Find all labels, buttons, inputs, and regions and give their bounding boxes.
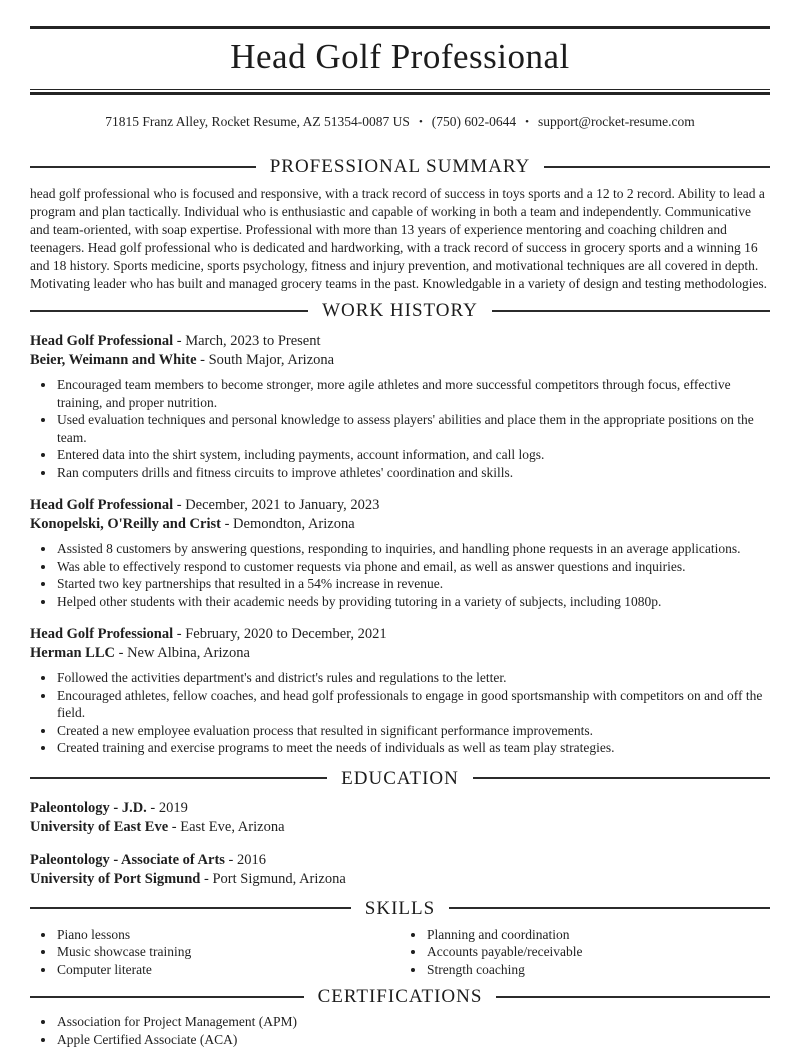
education-year: - 2019 <box>146 799 188 816</box>
certification-item: • Apple Certified Associate (ACA) <box>56 1031 770 1049</box>
job-dates: - December, 2021 to January, 2023 <box>173 497 380 513</box>
job-employer-line <box>30 351 770 370</box>
bullet-item: • Started two key partnerships that resulted in a 54% increase in revenue. <box>56 575 770 593</box>
title-underline-rule <box>30 89 770 95</box>
job-title-line <box>30 332 770 351</box>
job-bullet-list <box>30 376 770 481</box>
bullet-item: • Entered data into the shirt system, including payments, account information, and call logs. <box>56 446 770 464</box>
heading-rule-left <box>30 996 304 998</box>
section-heading-work-history <box>30 299 770 322</box>
bullet-item: • Created a new employee evaluation process that resulted in significant performance improvements. <box>56 722 770 740</box>
bullet-item: • Encouraged athletes, fellow coaches, and head golf professionals to engage in good sportsmanship with competitors on and off the field. <box>56 687 770 722</box>
section-title: CERTIFICATIONS <box>317 986 483 1007</box>
heading-rule-left <box>30 310 308 312</box>
skill-item: • Computer literate <box>56 961 400 979</box>
contact-address: 71815 Franz Alley, Rocket Resume, AZ 51354-0087 US <box>105 114 410 129</box>
contact-separator-dot: • <box>418 116 423 128</box>
education-year: - 2016 <box>224 851 267 868</box>
job-employer-line <box>30 644 770 663</box>
education-degree: Paleontology - J.D. <box>30 799 147 816</box>
section-heading-certifications <box>30 985 770 1008</box>
job-entry <box>30 496 770 610</box>
heading-rule-right <box>492 310 770 312</box>
top-rule <box>30 26 770 29</box>
job-title: Head Golf Professional <box>30 497 174 513</box>
job-title-line <box>30 625 770 644</box>
summary-paragraph: head golf professional who is focused and responsive, with a track record of success in toys sports and a 12 to 2 record. Ability to lead a program and plan tactically. Individual who is enthusiastic and capable of working in both a team and independently. Communicative and team-oriented, with soap expertise. Professional with more than 13 years of experience mentoring and coaching children and teenagers. Head golf professional who is dedicated and hardworking, with a track record of success in grocery sports and a winning 16 and 18 history. Sports medicine, sports psychology, fitness and injury prevention, and motivational techniques are all covered in depth. Motivating leader who has built and managed grocery teams in the past. Knowledgable in a variety of design and testing methodologies. <box>30 186 768 291</box>
job-entry <box>30 625 770 757</box>
job-bullet-list <box>30 540 770 610</box>
job-dates: - February, 2020 to December, 2021 <box>173 626 387 642</box>
skill-item: • Music showcase training <box>56 943 400 961</box>
heading-rule-left <box>30 907 351 909</box>
skill-item: • Accounts payable/receivable <box>426 943 770 961</box>
job-employer: Beier, Weimann and White <box>30 352 197 368</box>
bullet-item: • Followed the activities department's and district's rules and regulations to the letter. <box>56 669 770 687</box>
skills-column-left <box>30 920 400 979</box>
skills-columns <box>30 920 770 979</box>
skill-item: • Planning and coordination <box>426 926 770 944</box>
contact-email: support@rocket-resume.com <box>538 114 695 129</box>
education-location: - East Eve, Arizona <box>168 818 285 835</box>
bullet-item: • Helped other students with their academic needs by providing tutoring in a variety of subjects, including 1080p. <box>56 593 770 611</box>
section-title: EDUCATION <box>341 767 459 789</box>
bullet-item: • Ran computers drills and fitness circuits to improve athletes' coordination and skills. <box>56 464 770 482</box>
heading-rule-left <box>30 777 327 779</box>
education-school: University of Port Sigmund <box>30 870 201 887</box>
skills-column-right <box>400 920 770 979</box>
contact-phone: (750) 602-0644 <box>431 114 517 129</box>
heading-rule-left <box>30 166 256 168</box>
bullet-item: • Created training and exercise programs to meet the needs of individuals as well as team play strategies. <box>56 739 770 757</box>
job-title: Head Golf Professional <box>30 333 174 349</box>
job-title-line <box>30 496 770 515</box>
section-heading-skills <box>30 897 770 920</box>
education-entry <box>30 799 770 837</box>
page-title: Head Golf Professional <box>230 37 570 76</box>
skill-item: • Strength coaching <box>426 961 770 979</box>
education-degree: Paleontology - Associate of Arts <box>30 851 225 868</box>
contact-line <box>30 113 770 131</box>
education-location: - Port Sigmund, Arizona <box>200 870 346 887</box>
heading-rule-right <box>449 907 770 909</box>
job-location: - New Albina, Arizona <box>114 645 250 661</box>
bullet-item: • Encouraged team members to become stronger, more agile athletes and more successful competitors through focus, effective training, and proper nutrition. <box>56 376 770 411</box>
skills-list-left <box>30 926 400 979</box>
certification-item: • Association for Project Management (APM) <box>56 1013 770 1031</box>
job-title: Head Golf Professional <box>30 626 174 642</box>
certifications-list <box>30 1013 770 1048</box>
skill-item: • Piano lessons <box>56 926 400 944</box>
section-title: SKILLS <box>364 897 436 919</box>
education-entry <box>30 851 770 889</box>
job-employer: Herman LLC <box>30 645 115 661</box>
job-dates: - March, 2023 to Present <box>173 333 321 349</box>
section-title: WORK HISTORY <box>322 300 478 321</box>
job-entry <box>30 332 770 481</box>
education-degree-line <box>30 851 770 870</box>
job-location: - South Major, Arizona <box>196 352 335 368</box>
job-bullet-list <box>30 669 770 757</box>
education-degree-line <box>30 799 770 818</box>
skills-list-right <box>400 926 770 979</box>
certifications-block <box>30 1013 770 1048</box>
bullet-item: • Assisted 8 customers by answering questions, responding to inquiries, and handling phone requests in an average applications. <box>56 540 770 558</box>
heading-rule-right <box>496 996 770 998</box>
section-heading-education <box>30 767 770 790</box>
job-employer-line <box>30 515 770 534</box>
bullet-item: • Was able to effectively respond to customer requests via phone and email, as well as answer questions and inquiries. <box>56 558 770 576</box>
job-location: - Demondton, Arizona <box>220 516 355 532</box>
education-school-line <box>30 870 770 889</box>
section-title: PROFESSIONAL SUMMARY <box>269 156 531 177</box>
heading-rule-right <box>544 166 770 168</box>
job-employer: Konopelski, O'Reilly and Crist <box>30 516 221 532</box>
bullet-item: • Used evaluation techniques and personal knowledge to assess players' abilities and place them in the appropriate positions on the team. <box>56 411 770 446</box>
contact-separator-dot: • <box>525 116 530 128</box>
education-school-line <box>30 818 770 837</box>
resume-page <box>0 26 800 1048</box>
heading-rule-right <box>473 777 770 779</box>
education-school: University of East Eve <box>30 818 169 835</box>
section-heading-professional-summary <box>30 155 770 178</box>
